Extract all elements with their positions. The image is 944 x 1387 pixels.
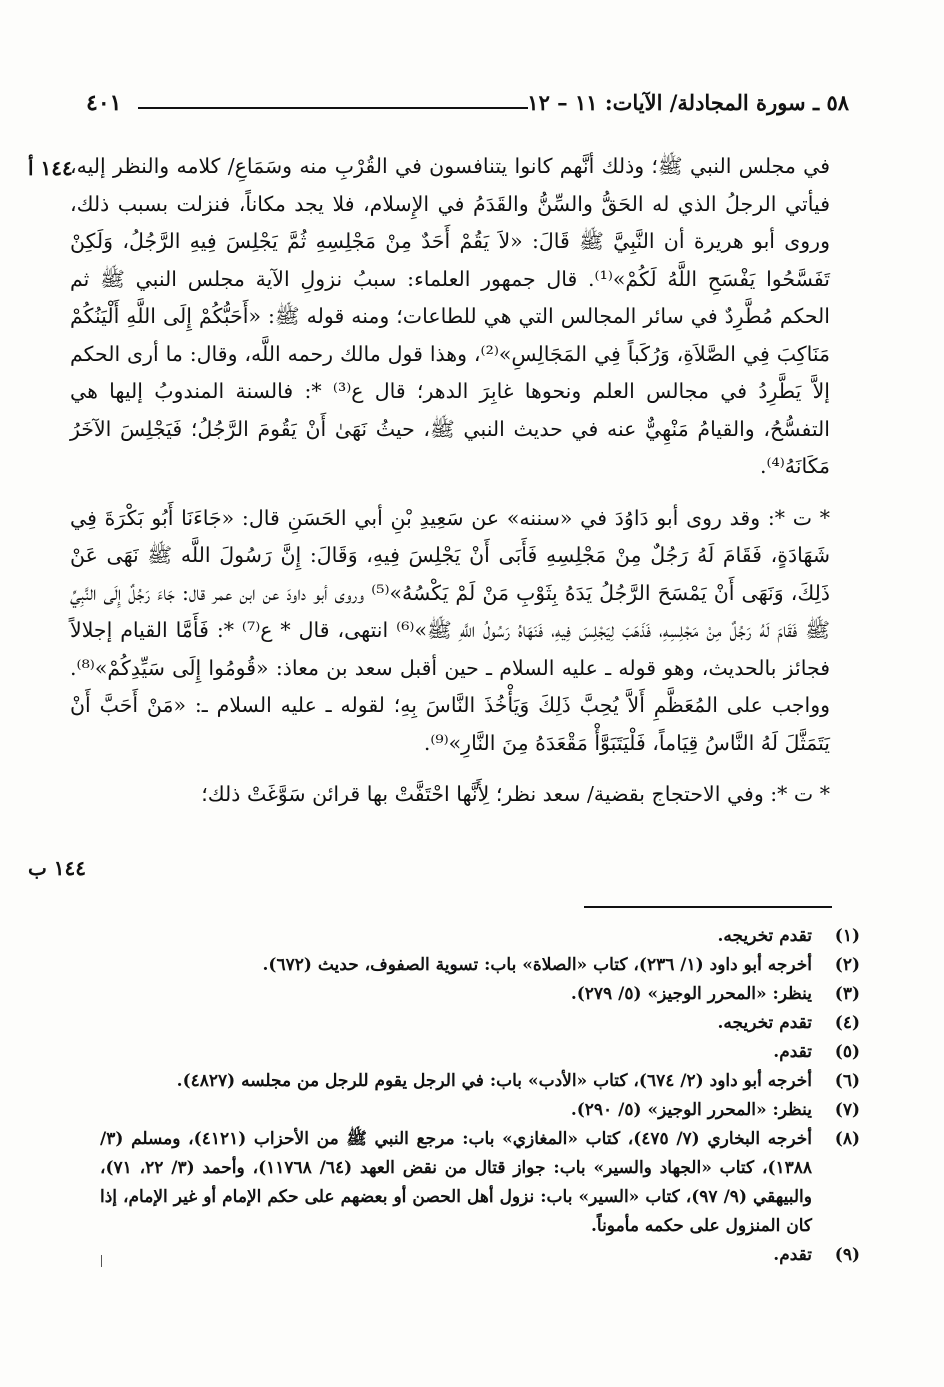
footnote-item xyxy=(100,1125,860,1241)
footnote-item xyxy=(100,951,860,980)
footnote-number: (٩) xyxy=(834,1245,860,1265)
footnote-number: (٨) xyxy=(834,1129,860,1149)
footnote-item xyxy=(100,1241,860,1270)
running-title: ٥٨ ـ سورة المجادلة/ الآيات: ١١ – ١٢ xyxy=(527,90,849,115)
paragraph-3: * ت *: وفي الاحتجاج بقضية/ سعد نظر؛ لِأَنَّها احْتَفَّتْ بها قرائن سَوَّغَتْ ذلك؛ xyxy=(201,782,830,806)
page-number: ٤٠١ xyxy=(86,90,122,116)
footnote-rule xyxy=(584,906,832,908)
footnote-number: (٢) xyxy=(834,955,860,975)
paragraph-1: في مجلس النبي ﷺ؛ وذلك أنَّهم كانوا يتنافسون في القُرْبِ منه وسَمَاعِ/ كلامه والنظر إليه، فيأتي الرجلُ الذي له الحَقُّ والسِّنُّ والقَدَمُ في الإِسلام، فلا يجد مكاناً، فنزلت بسبب ذلك، وروى أبو هريرة أن النَّبِيَّ ﷺ قَالَ: «لاَ يَقُمْ أَحَدٌ مِنْ مَجْلِسِهِ ثُمَّ يَجْلِسَ فِيهِ الرَّجُلُ، وَلَكِنْ تَفَسَّحُوا يَفْسَحِ اللَّهُ لَكُمْ»⁽¹⁾. قال جمهور العلماء: سببُ نزولِ الآية مجلس النبي ﷺ ثم الحكم مُطَّرِدٌ في سائر المجالس التي هي للطاعات؛ ومنه قوله ﷺ: «أَحَبُّكُمْ إِلَى اللَّهِ أَلْيَنُكُمْ مَنَاكِبَ فِي الصَّلاَةِ، وَرُكَباً فِي المَجَالِسِ»⁽²⁾، وهذا قول مالك رحمه اللَّه، وقال: ما أرى الحكم إلاَّ يَطَّرِدُ في مجالس العلم ونحوها غابِرَ الدهر؛ قال ع⁽³⁾ *: فالسنة المندوبُ إليها هي التفسُّحُ، والقيامُ مَنْهِيٌّ عنه في حديث النبي ﷺ، حيثُ نَهَىٰ أَنْ يَقُومَ الرَّجُلُ؛ فَيَجْلِسَ الآخَرُ مَكَانَهُ⁽⁴⁾. xyxy=(70,154,830,478)
footnote-text: تقدم. xyxy=(773,1042,812,1062)
margin-note-folio-b: ١٤٤ ب xyxy=(28,856,87,880)
footnote-item xyxy=(100,1096,860,1125)
footnote-text: أخرجه أبو داود (١/ ٢٣٦)، كتاب «الصلاة» باب: تسوية الصفوف، حديث (٦٧٢). xyxy=(262,955,812,975)
footnote-text: ينظر: «المحرر الوجيز» (٥/ ٢٧٩). xyxy=(570,984,812,1004)
footnote-number: (٧) xyxy=(834,1100,860,1120)
footnote-number: (٦) xyxy=(834,1071,860,1091)
footnote-text: ينظر: «المحرر الوجيز» (٥/ ٢٩٠). xyxy=(570,1100,812,1120)
footnote-text: تقدم. xyxy=(773,1245,812,1265)
footnote-number: (٤) xyxy=(834,1013,860,1033)
footnote-number: (٣) xyxy=(834,984,860,1004)
footnote-item xyxy=(100,1038,860,1067)
main-text xyxy=(70,148,830,814)
footnote-item xyxy=(100,922,860,951)
paragraph-2: * ت *: وقد روى أبو دَاوُدَ في «سننه» عن سَعِيدِ بْنِ أبي الحَسَنِ قال: «جَاءَنَا أَبُو بَكْرَةَ فِي شَهَادَةٍ، فَقَامَ لَهُ رَجُلٌ مِنْ مَجْلِسِهِ فَأَبَى أَنْ يَجْلِسَ فِيهِ، وَقَالَ: إِنَّ رَسُولَ اللَّه ﷺ نَهَى عَنْ ذَلِكَ، وَنَهَى أَنْ يَمْسَحَ الرَّجُلُ يَدَهُ بِثَوْبِ مَنْ لَمْ يَكْسُهُ»⁽⁵⁾ وروى أبو داودَ عن ابن عمر قال: جَاءَ رَجُلٌ إِلَى النَّبِيِّ ﷺ فَقَامَ لَهُ رَجُلٌ مِنْ مَجْلِسِهِ، فَذَهَبَ لِيَجْلِسَ فِيهِ، فَنَهَاهُ رَسُولُ اللَّهِ ﷺ»⁽⁶⁾ انتهى، قال * ع⁽⁷⁾ *: فَأَمَّا القيام إجلالاً فجائز بالحديث، وهو قوله ـ عليه السلام ـ حين أقبل سعد بن معاذ: «قُومُوا إِلَى سَيِّدِكُمْ»⁽⁸⁾. وواجب على المُعَظَّمِ أَلاَّ يُحِبَّ ذَلِكَ وَيَأْخُذَ النَّاسَ بِهِ؛ لقوله ـ عليه السلام ـ: «مَنْ أَحَبَّ أَنْ يَتَمَثَّلَ لَهُ النَّاسُ قِيَاماً، فَلْيَتَبَوَّأْ مَقْعَدَهُ مِنَ النَّارِ»⁽⁹⁾. xyxy=(70,505,831,755)
footnote-text: تقدم تخريجه. xyxy=(717,1013,812,1033)
footnote-text: أخرجه البخاري (٧/ ٤٧٥)، كتاب «المغازي» باب: مرجع النبي ﷺ من الأحزاب (٤١٢١)، ومسلم (٣/ ١٣٨٨)، كتاب «الجهاد والسير» باب: جواز قتال من نقض العهد (٦٤/ ١١٧٦٨)، وأحمد (٣/ ٢٢، ٧١)، والبيهقي (٩/ ٩٧)، كتاب «السير» باب: نزول أهل الحصن أو بعضهم على حكم الإمام أو غير الإمام، إذا كان المنزول على حكمه مأموناً. xyxy=(100,1129,813,1236)
footnote-text: تقدم تخريجه. xyxy=(717,926,812,946)
stray-mark xyxy=(101,1255,102,1267)
footnote-number: (١) xyxy=(834,926,860,946)
footnote-number: (٥) xyxy=(834,1042,860,1062)
margin-note-folio-a: ١٤٤ أ xyxy=(28,156,73,180)
footnotes xyxy=(100,922,860,1270)
footnote-item xyxy=(100,1009,860,1038)
footnote-item xyxy=(100,1067,860,1096)
footnote-item xyxy=(100,980,860,1009)
header-rule xyxy=(138,107,528,109)
footnote-text: أخرجه أبو داود (٢/ ٦٧٤)، كتاب «الأدب» باب: في الرجل يقوم للرجل من مجلسه (٤٨٢٧). xyxy=(176,1071,812,1091)
